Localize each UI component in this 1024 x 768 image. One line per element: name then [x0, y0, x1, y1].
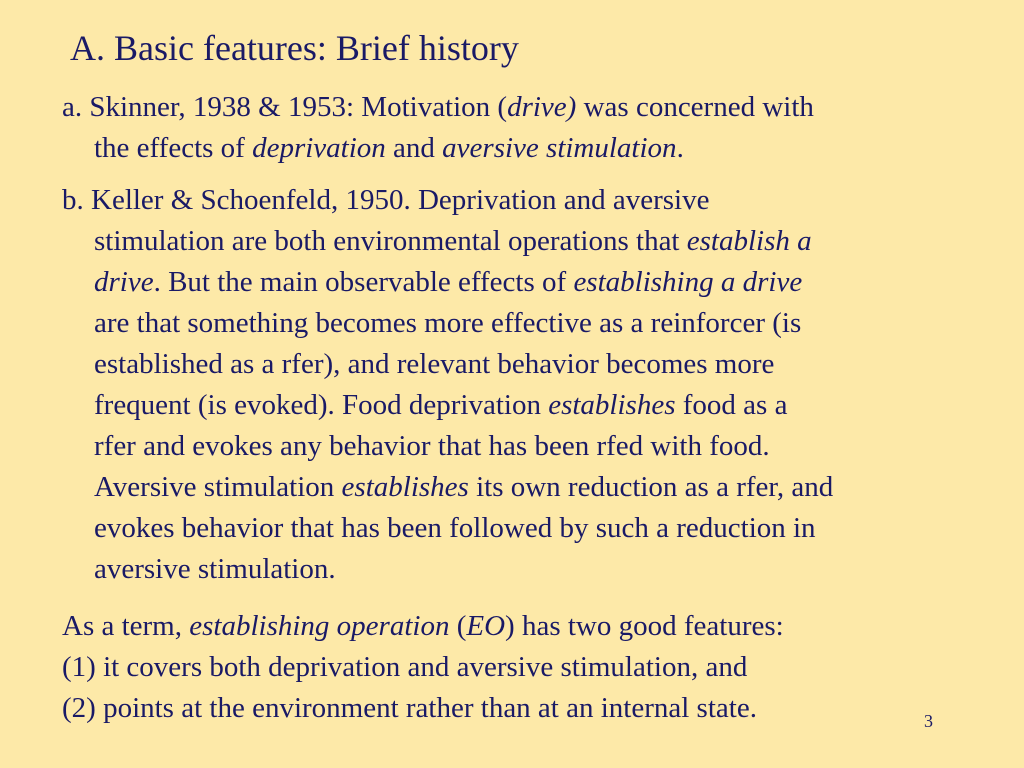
text-line: evokes behavior that has been followed by such a reduction in [94, 512, 816, 544]
text-line: are that something becomes more effective as a reinforcer (is [94, 307, 802, 339]
paragraph-establishing-operation [62, 606, 972, 729]
text-line: established as a rfer), and relevant behavior becomes more [94, 348, 775, 380]
text-line: stimulation are both environmental operations that establish a [94, 225, 812, 257]
text-line: b. Keller & Schoenfeld, 1950. Deprivation and aversive [62, 184, 710, 216]
text-line: (2) points at the environment rather than at an internal state. [62, 692, 757, 724]
paragraph-skinner [62, 87, 972, 169]
text-line: rfer and evokes any behavior that has been rfed with food. [94, 430, 770, 462]
text-line: (1) it covers both deprivation and aversive stimulation, and [62, 651, 748, 683]
text-line: drive. But the main observable effects of establishing a drive [94, 266, 803, 298]
text-line: the effects of deprivation and aversive stimulation. [94, 132, 684, 164]
text-line: frequent (is evoked). Food deprivation establishes food as a [94, 389, 788, 421]
text-line: Aversive stimulation establishes its own reduction as a rfer, and [94, 471, 834, 503]
page-number: 3 [924, 711, 933, 731]
text-line: a. Skinner, 1938 & 1953: Motivation (drive) was concerned with [62, 91, 814, 123]
slide-title: A. Basic features: Brief history [70, 28, 519, 68]
text-line: As a term, establishing operation (EO) has two good features: [62, 610, 784, 642]
text-line: aversive stimulation. [94, 553, 336, 585]
paragraph-keller-schoenfeld [62, 180, 972, 590]
